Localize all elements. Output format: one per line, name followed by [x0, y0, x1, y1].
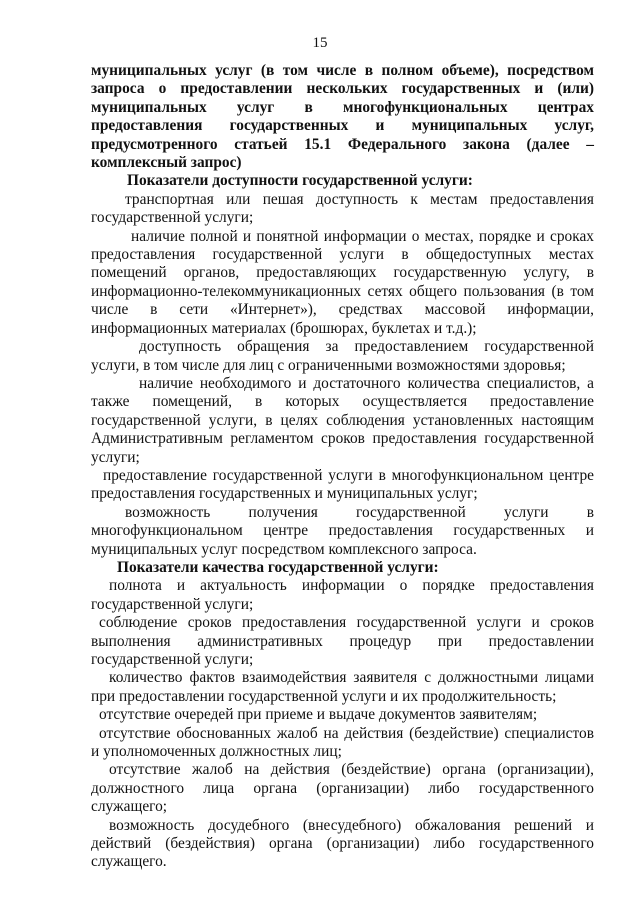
availability-heading: Показатели доступности государственной услуги:	[127, 172, 473, 190]
availability-item: наличие необходимого и достаточного количества специалистов, а также помещений, в которых осуществляется предоставление государственной услуги, в целях соблюдения установленных настоящим Административным регламентом сроков предоставления государственной услуги;	[91, 374, 594, 466]
quality-item: отсутствие очередей при приеме и выдаче документов заявителям;	[99, 706, 538, 724]
page-number: 15	[312, 35, 328, 51]
availability-item: транспортная или пешая доступность к местам предоставления государственной услуги;	[91, 190, 594, 227]
quality-item: количество фактов взаимодействия заявителя с должностными лицами при предоставлении государственной услуги и их продолжительность;	[91, 669, 594, 705]
quality-item: соблюдение сроков предоставления государственной услуги и сроков выполнения административных процедур при предоставлении государственной услуги;	[91, 614, 594, 668]
availability-item: возможность получения государственной услуги в многофункциональном центре предоставления государственных и муниципальных услуг посредством комплексного запроса.	[91, 503, 594, 558]
quality-heading: Показатели качества государственной услуги:	[117, 558, 439, 576]
intro-paragraph: муниципальных услуг (в том числе в полном объеме), посредством запроса о предоставлении нескольких государственных и (или) муниципальных услуг в многофункциональных центрах предоставления государственных и муниципальных услуг, предусмотренного статьей 15.1 Федерального закона (далее – комплексный запрос)	[91, 62, 594, 172]
quality-item: отсутствие жалоб на действия (бездействие) органа (организации), должностного лица органа (организации) либо государственного служащего;	[91, 761, 594, 816]
availability-item: предоставление государственной услуги в многофункциональном центре предоставления государственных и муниципальных услуг;	[91, 466, 594, 503]
quality-item: отсутствие обоснованных жалоб на действия (бездействие) специалистов и уполномоченных должностных лиц;	[91, 724, 594, 761]
quality-item: полнота и актуальность информации о порядке предоставления государственной услуги;	[91, 577, 594, 613]
availability-item: наличие полной и понятной информации о местах, порядке и сроках предоставления государственной услуги в общедоступных местах помещений органов, предоставляющих государственную услугу, в информационно-телекоммуникационных сетях общего пользования (в том числе в сети «Интернет»), средствах массовой информации, информационных материалах (брошюрах, буклетах и т.д.);	[91, 227, 594, 337]
document-body	[91, 62, 594, 872]
availability-item: доступность обращения за предоставлением государственной услуги, в том числе для лиц с ограниченными возможностями здоровья;	[91, 338, 594, 374]
quality-item: возможность досудебного (внесудебного) обжалования решений и действий (бездействия) органа (организации) либо государственного служащего.	[91, 816, 594, 871]
